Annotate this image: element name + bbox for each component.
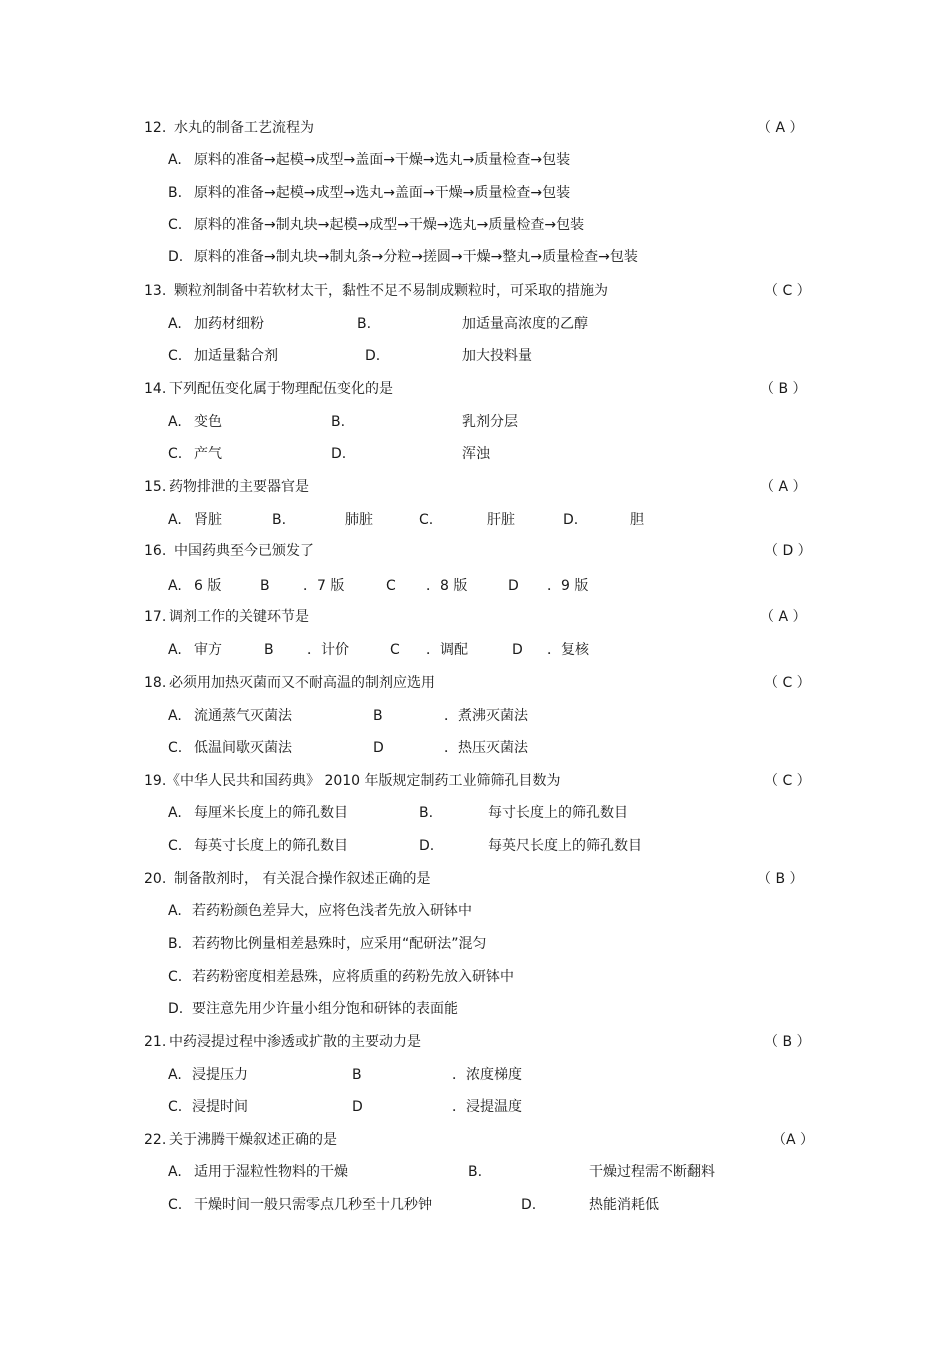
option-text: 原料的准备→起模→成型→选丸→盖面→干燥→质量检查→包装	[194, 185, 571, 201]
answer-key: （A ）	[772, 1132, 815, 1148]
option-letter: A.	[168, 642, 182, 658]
option-letter: C.	[168, 446, 183, 462]
question-text: 关于沸腾干燥叙述正确的是	[169, 1132, 337, 1148]
option-letter: C.	[168, 838, 183, 854]
option-letter: D	[373, 740, 384, 756]
option-letter: A.	[168, 903, 182, 919]
answer-key: （ A ）	[757, 120, 804, 136]
option-letter: B	[260, 578, 270, 594]
answer-key: （ B ）	[760, 381, 807, 397]
option-text: 要注意先用少许量小组分饱和研钵的表面能	[192, 1001, 458, 1017]
option-letter: C	[390, 642, 400, 658]
option-letter: D.	[365, 348, 381, 364]
option-letter: B.	[168, 936, 183, 952]
option-letter: D	[508, 578, 519, 594]
option-letter: B.	[419, 805, 434, 821]
question-text: 必须用加热灭菌而又不耐高温的制剂应选用	[169, 675, 435, 691]
option-letter: B	[352, 1067, 362, 1083]
option-letter: B	[264, 642, 274, 658]
option-letter: A.	[168, 708, 182, 724]
option-letter: C.	[168, 969, 183, 985]
question-text: 中药浸提过程中渗透或扩散的主要动力是	[169, 1034, 421, 1050]
option-letter: A.	[168, 316, 182, 332]
option-text: 若药物比例量相差悬殊时，应采用“配研法”混匀	[192, 936, 487, 952]
option-letter: D.	[521, 1197, 537, 1213]
option-letter: A.	[168, 1067, 182, 1083]
question-text: 下列配伍变化属于物理配伍变化的是	[169, 381, 393, 397]
answer-key: （ C ）	[764, 773, 811, 789]
option-text: 每英寸长度上的筛孔数目	[194, 838, 348, 854]
answer-key: （ B ）	[764, 1034, 811, 1050]
option-letter: C.	[168, 348, 183, 364]
question-number: 14.	[144, 381, 167, 397]
question-number: 16.	[144, 543, 167, 559]
option-text: 加大投料量	[462, 348, 532, 364]
option-letter: B.	[272, 512, 287, 528]
question-number: 22.	[144, 1132, 167, 1148]
option-letter: D.	[331, 446, 347, 462]
option-text: ．计价	[307, 642, 349, 658]
question-text: 药物排泄的主要器官是	[169, 479, 309, 495]
question-number: 15.	[144, 479, 167, 495]
option-text: ．8 版	[426, 578, 468, 594]
answer-key: （ D ）	[764, 543, 812, 559]
option-letter: B.	[168, 185, 183, 201]
question-number: 13.	[144, 283, 167, 299]
answer-key: （ A ）	[760, 479, 807, 495]
option-text: 6 版	[194, 578, 222, 594]
option-letter: D.	[168, 249, 184, 265]
option-text: 每厘米长度上的筛孔数目	[194, 805, 348, 821]
option-letter: D	[352, 1099, 363, 1115]
option-text: ．9 版	[547, 578, 589, 594]
question-number: 18.	[144, 675, 167, 691]
option-text: ．浸提温度	[452, 1099, 522, 1115]
question-number: 12.	[144, 120, 167, 136]
answer-key: （ C ）	[764, 675, 811, 691]
option-text: 肺脏	[345, 512, 373, 528]
option-text: 浑浊	[462, 446, 490, 462]
option-text: 适用于湿粒性物料的干燥	[194, 1164, 348, 1180]
question-text: 《中华人民共和国药典》 2010 年版规定制药工业筛筛孔目数为	[166, 773, 561, 789]
option-text: ．浓度梯度	[452, 1067, 522, 1083]
option-text: 流通蒸气灭菌法	[194, 708, 292, 724]
option-letter: A.	[168, 414, 182, 430]
option-letter: C.	[168, 217, 183, 233]
option-text: 审方	[194, 642, 222, 658]
question-text: 制备散剂时， 有关混合操作叙述正确的是	[174, 871, 431, 887]
option-text: 低温间歇灭菌法	[194, 740, 292, 756]
option-letter: D.	[168, 1001, 184, 1017]
option-text: 干燥时间一般只需零点几秒至十几秒钟	[194, 1197, 432, 1213]
option-text: ．热压灭菌法	[444, 740, 528, 756]
option-text: 浸提压力	[192, 1067, 248, 1083]
option-letter: C	[386, 578, 396, 594]
option-letter: B.	[357, 316, 372, 332]
option-letter: D	[512, 642, 523, 658]
answer-key: （ C ）	[764, 283, 811, 299]
option-letter: C.	[168, 1099, 183, 1115]
option-text: 加药材细粉	[194, 316, 264, 332]
option-letter: D.	[419, 838, 435, 854]
option-text: 干燥过程需不断翻料	[589, 1164, 715, 1180]
option-letter: B.	[331, 414, 346, 430]
option-text: 加适量黏合剂	[194, 348, 278, 364]
option-text: 若药粉颜色差异大，应将色浅者先放入研钵中	[192, 903, 472, 919]
question-text: 调剂工作的关键环节是	[169, 609, 309, 625]
option-text: 热能消耗低	[589, 1197, 659, 1213]
answer-key: （ A ）	[760, 609, 807, 625]
option-letter: B.	[468, 1164, 483, 1180]
question-number: 19.	[144, 773, 167, 789]
option-text: 每英尺长度上的筛孔数目	[488, 838, 642, 854]
option-letter: B	[373, 708, 383, 724]
option-text: 胆	[630, 512, 644, 528]
question-number: 17.	[144, 609, 167, 625]
option-text: 加适量高浓度的乙醇	[462, 316, 588, 332]
option-text: 产气	[194, 446, 222, 462]
option-letter: A.	[168, 512, 182, 528]
option-letter: C.	[168, 1197, 183, 1213]
question-text: 颗粒剂制备中若软材太干，黏性不足不易制成颗粒时，可采取的措施为	[174, 283, 608, 299]
option-text: 原料的准备→起模→成型→盖面→干燥→选丸→质量检查→包装	[194, 152, 571, 168]
option-text: 原料的准备→制丸块→起模→成型→干燥→选丸→质量检查→包装	[194, 217, 585, 233]
option-letter: C.	[168, 740, 183, 756]
option-letter: A.	[168, 1164, 182, 1180]
option-text: 若药粉密度相差悬殊，应将质重的药粉先放入研钵中	[192, 969, 514, 985]
question-number: 20.	[144, 871, 167, 887]
answer-key: （ B ）	[757, 871, 804, 887]
option-text: 每寸长度上的筛孔数目	[488, 805, 628, 821]
option-text: 肝脏	[487, 512, 515, 528]
option-text: 肾脏	[194, 512, 222, 528]
option-letter: C.	[419, 512, 434, 528]
option-text: 变色	[194, 414, 222, 430]
question-text: 中国药典至今已颁发了	[174, 543, 314, 559]
option-letter: A.	[168, 152, 182, 168]
option-text: 原料的准备→制丸块→制丸条→分粒→搓圆→干燥→整丸→质量检查→包装	[194, 249, 638, 265]
option-letter: A.	[168, 578, 182, 594]
question-number: 21.	[144, 1034, 167, 1050]
option-text: ．7 版	[303, 578, 345, 594]
option-text: ．复核	[547, 642, 589, 658]
option-letter: A.	[168, 805, 182, 821]
option-text: 乳剂分层	[462, 414, 518, 430]
question-text: 水丸的制备工艺流程为	[174, 120, 314, 136]
option-text: 浸提时间	[192, 1099, 248, 1115]
option-text: ．煮沸灭菌法	[444, 708, 528, 724]
option-text: ．调配	[426, 642, 468, 658]
option-letter: D.	[563, 512, 579, 528]
